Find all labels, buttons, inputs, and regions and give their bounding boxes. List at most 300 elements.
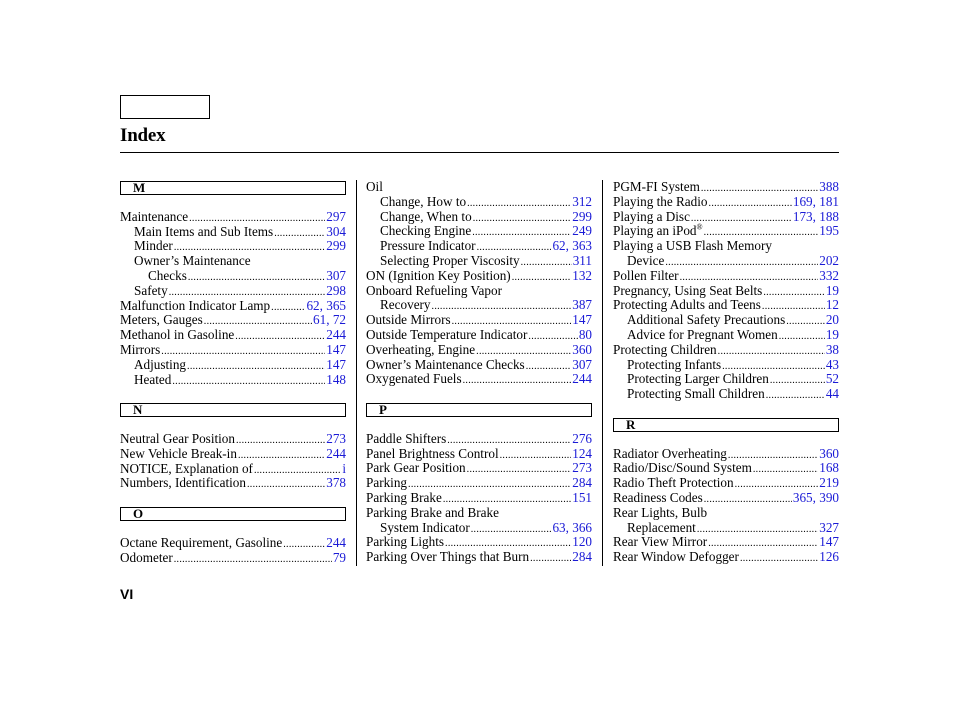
page-reference-link[interactable]: 38 [825, 341, 839, 357]
page-reference-link[interactable]: 244 [326, 327, 346, 343]
index-entry[interactable] [366, 284, 592, 299]
dot-leader [701, 180, 818, 195]
page-reference-link[interactable]: 307 [572, 356, 592, 372]
dot-leader [530, 550, 571, 565]
index-entry[interactable] [120, 343, 346, 358]
index-entry[interactable] [613, 239, 839, 254]
entry-label: Playing the Radio [613, 193, 708, 209]
index-entry[interactable] [120, 254, 346, 269]
spacer [120, 521, 346, 536]
index-entry[interactable] [366, 491, 592, 506]
page-reference-link[interactable]: 327 [819, 519, 839, 535]
entry-label: Rear View Mirror [613, 534, 708, 550]
entry-text [120, 536, 282, 551]
entry-label: Playing a USB Flash Memory [613, 238, 772, 254]
entry-text [120, 210, 188, 225]
index-entry[interactable] [120, 210, 346, 225]
page-reference-link[interactable]: 173, 188 [792, 208, 839, 224]
entry-label: Parking [366, 475, 408, 491]
index-entry[interactable] [613, 269, 839, 284]
page-reference-link[interactable]: 298 [326, 282, 346, 298]
entry-label: Pollen Filter [613, 267, 679, 283]
entry-text [366, 506, 499, 521]
index-entry[interactable] [613, 180, 839, 195]
page-reference-link[interactable]: 19 [825, 326, 839, 342]
entry-text [366, 180, 383, 195]
page-reference-link[interactable]: 80 [578, 326, 592, 342]
entry-text [613, 224, 703, 239]
entry-label: Protecting Infants [627, 356, 722, 372]
entry-label: Protecting Small Children [627, 386, 765, 402]
entry-label: Rear Window Defogger [613, 549, 739, 565]
index-entry[interactable] [366, 521, 592, 536]
entry-text [366, 476, 407, 491]
page-reference-link[interactable]: 244 [326, 445, 346, 461]
entry-text [613, 343, 717, 358]
index-entry[interactable] [613, 550, 839, 565]
entry-text [627, 358, 721, 373]
entry-text [366, 461, 466, 476]
dot-leader [172, 373, 325, 388]
page-reference-link[interactable]: 151 [572, 489, 592, 505]
entry-text [613, 535, 707, 550]
page-reference-link[interactable]: 19 [825, 282, 839, 298]
index-entry[interactable] [613, 328, 839, 343]
title-rule [120, 152, 839, 153]
index-entry[interactable] [366, 358, 592, 373]
page-reference-link[interactable]: 273 [572, 460, 592, 476]
page-reference-link[interactable]: 332 [819, 267, 839, 283]
entry-label: Radiator Overheating [613, 445, 727, 461]
entry-label: Malfunction Indicator Lamp [120, 297, 271, 313]
entry-label: Change, How to [380, 193, 467, 209]
entry-label: Oil [366, 179, 383, 194]
index-entry[interactable] [613, 224, 839, 239]
entry-text [627, 313, 785, 328]
entry-text [120, 447, 237, 462]
page-reference-link[interactable]: 360 [819, 445, 839, 461]
dot-leader [189, 210, 325, 225]
index-entry[interactable] [366, 447, 592, 462]
entry-label: Heated [134, 371, 172, 387]
entry-text [366, 432, 446, 447]
page-reference-link[interactable]: 195 [819, 223, 839, 239]
entry-label: Playing an iPod [613, 223, 697, 239]
entry-label: Protecting Adults and Teens [613, 297, 761, 313]
section-letter-header: O [120, 507, 346, 521]
entry-text [134, 225, 273, 240]
index-entry[interactable] [613, 447, 839, 462]
page-reference-link[interactable]: 284 [572, 549, 592, 565]
entry-label: Minder [134, 238, 173, 254]
page-reference-link[interactable]: 126 [819, 549, 839, 565]
entry-label: Odometer [120, 549, 173, 565]
entry-label: Panel Brightness Control [366, 445, 499, 461]
dot-leader [786, 313, 825, 328]
entry-label: Advice for Pregnant Women [627, 326, 778, 342]
dot-leader [512, 269, 572, 284]
dot-leader [709, 195, 792, 210]
entry-text [120, 476, 246, 491]
index-entry[interactable] [120, 536, 346, 551]
index-entry[interactable] [120, 462, 346, 477]
dot-leader [445, 535, 571, 550]
page-reference-link[interactable]: 249 [572, 223, 592, 239]
index-entry[interactable] [366, 254, 592, 269]
page-reference-link[interactable]: 299 [572, 208, 592, 224]
dot-leader [463, 372, 572, 387]
page-reference-link[interactable]: 378 [326, 475, 346, 491]
section-letter-header: N [120, 403, 346, 417]
page-number: VI [120, 586, 134, 602]
page-reference-link[interactable]: 219 [819, 475, 839, 491]
entry-label: Outside Mirrors [366, 312, 451, 328]
entry-label: Checking Engine [380, 223, 472, 239]
entry-label: Safety [134, 282, 168, 298]
page-reference-link[interactable]: 52 [825, 371, 839, 387]
entry-text [120, 551, 173, 566]
entry-text [613, 506, 707, 521]
index-entry[interactable] [366, 195, 592, 210]
dot-leader [188, 269, 325, 284]
entry-label: System Indicator [380, 519, 470, 535]
index-entry[interactable] [120, 225, 346, 240]
index-entry[interactable] [613, 461, 839, 476]
entry-text [627, 387, 765, 402]
page-reference-link[interactable]: 297 [326, 208, 346, 224]
dot-leader [665, 254, 818, 269]
entry-text [380, 254, 520, 269]
entry-text [380, 298, 431, 313]
entry-label: Protecting Children [613, 341, 717, 357]
entry-text [134, 284, 168, 299]
dot-leader [254, 462, 341, 477]
entry-label: Owner’s Maintenance Checks [366, 356, 525, 372]
entry-label: Checks [148, 267, 187, 283]
index-entry[interactable] [366, 550, 592, 565]
index-entry[interactable] [613, 491, 839, 506]
index-entry[interactable] [120, 284, 346, 299]
spacer [120, 387, 346, 402]
page-reference-link[interactable]: 148 [326, 371, 346, 387]
page-reference-link[interactable]: 79 [332, 549, 346, 565]
entry-label: Park Gear Position [366, 460, 466, 476]
index-column-1 [120, 180, 346, 565]
dot-leader [432, 298, 572, 313]
dot-leader [680, 269, 819, 284]
entry-text [366, 535, 444, 550]
entry-label: Methanol in Gasoline [120, 327, 235, 343]
entry-text [613, 180, 700, 195]
page-reference-link[interactable]: 273 [326, 430, 346, 446]
index-entry[interactable] [120, 358, 346, 373]
page-reference-link[interactable]: 20 [825, 312, 839, 328]
page-reference-link[interactable]: 360 [572, 341, 592, 357]
page-reference-link[interactable]: 147 [819, 534, 839, 550]
entry-label: Recovery [380, 297, 431, 313]
index-entry[interactable] [366, 239, 592, 254]
entry-text [380, 224, 471, 239]
entry-text [627, 254, 664, 269]
dot-leader [753, 461, 818, 476]
page-reference-link[interactable]: 388 [819, 179, 839, 194]
dot-leader [169, 284, 326, 299]
entry-label: Readiness Codes [613, 489, 703, 505]
index-entry[interactable] [613, 521, 839, 536]
entry-label: Neutral Gear Position [120, 430, 235, 446]
page-reference-link[interactable]: 44 [825, 386, 839, 402]
entry-text [134, 254, 251, 269]
index-entry[interactable] [366, 180, 592, 195]
index-entry[interactable] [120, 299, 346, 314]
index-entry[interactable] [613, 535, 839, 550]
dot-leader [187, 358, 325, 373]
dot-leader [691, 210, 792, 225]
index-column-2 [366, 180, 592, 565]
dot-leader [471, 521, 552, 536]
entry-text [366, 447, 499, 462]
entry-label: Playing a Disc [613, 208, 690, 224]
section-letter-header: M [120, 181, 346, 195]
column-divider [356, 180, 357, 566]
entry-label: Radio Theft Protection [613, 475, 734, 491]
entry-text [613, 476, 734, 491]
page-reference-link[interactable]: 284 [572, 475, 592, 491]
dot-leader [271, 299, 305, 314]
dot-leader [467, 461, 572, 476]
entry-text [613, 461, 752, 476]
entry-label: Mirrors [120, 341, 161, 357]
index-entry[interactable] [120, 313, 346, 328]
entry-text [366, 269, 511, 284]
dot-leader [161, 343, 325, 358]
index-entry[interactable] [613, 358, 839, 373]
entry-text [120, 328, 234, 343]
index-entry[interactable] [613, 254, 839, 269]
index-entry[interactable] [120, 373, 346, 388]
entry-label: Meters, Gauges [120, 312, 203, 328]
index-entry[interactable] [366, 432, 592, 447]
entry-text [366, 358, 525, 373]
page-reference-link[interactable]: 387 [572, 297, 592, 313]
entry-label: Device [627, 252, 665, 268]
entry-label: Pressure Indicator [380, 238, 476, 254]
entry-label: Radio/Disc/Sound System [613, 460, 752, 476]
dot-leader [704, 491, 792, 506]
dot-leader [740, 550, 818, 565]
entry-text [627, 328, 778, 343]
dot-leader [528, 328, 577, 343]
dot-leader [204, 313, 312, 328]
dot-leader [247, 476, 325, 491]
page-reference-link[interactable]: 202 [819, 252, 839, 268]
index-entry[interactable] [613, 476, 839, 491]
dot-leader [704, 224, 819, 239]
dot-leader [473, 210, 572, 225]
entry-label: Owner’s Maintenance [134, 253, 251, 269]
entry-text [366, 313, 451, 328]
dot-leader [521, 254, 572, 269]
dot-leader [274, 225, 325, 240]
entry-label: Octane Requirement, Gasoline [120, 534, 283, 550]
page-reference-link[interactable]: 62, 363 [552, 238, 592, 254]
page-title: Index [120, 125, 166, 146]
dot-leader [697, 521, 818, 536]
column-divider [602, 180, 603, 566]
entry-label: Selecting Proper Viscosity [380, 252, 520, 268]
page-reference-link[interactable]: 365, 390 [792, 489, 839, 505]
dot-leader [452, 313, 572, 328]
entry-label: Outside Temperature Indicator [366, 326, 528, 342]
index-entry[interactable] [613, 506, 839, 521]
dot-leader [779, 328, 825, 343]
page-reference-link[interactable]: 169, 181 [792, 193, 839, 209]
index-entry[interactable] [120, 476, 346, 491]
entry-label: Replacement [627, 519, 696, 535]
entry-text [366, 284, 502, 299]
entry-label: Parking Brake and Brake [366, 504, 499, 520]
index-entry[interactable] [366, 224, 592, 239]
entry-label: Protecting Larger Children [627, 371, 769, 387]
dot-leader [718, 343, 825, 358]
entry-text [613, 195, 708, 210]
dot-leader [476, 343, 571, 358]
spacer [120, 417, 346, 432]
entry-label: Rear Lights, Bulb [613, 504, 708, 520]
dot-leader [728, 447, 818, 462]
entry-text [366, 491, 442, 506]
entry-label: Parking Brake [366, 489, 442, 505]
entry-text [120, 343, 160, 358]
page-reference-link[interactable]: 299 [326, 238, 346, 254]
page-reference-link[interactable]: 147 [326, 356, 346, 372]
entry-label: Onboard Refueling Vapor [366, 282, 502, 298]
entry-label: Change, When to [380, 208, 472, 224]
entry-text [120, 432, 235, 447]
entry-text [148, 269, 187, 284]
dot-leader [766, 387, 825, 402]
index-entry[interactable] [366, 210, 592, 225]
entry-text [613, 298, 761, 313]
dot-leader [472, 224, 571, 239]
dot-leader [762, 298, 825, 313]
dot-leader [722, 358, 825, 373]
page-reference-link[interactable]: 12 [825, 297, 839, 313]
dot-leader [235, 328, 325, 343]
dot-leader [236, 432, 325, 447]
page-reference-link[interactable]: 132 [572, 267, 592, 283]
spacer [366, 387, 592, 402]
page-reference-link[interactable]: 63, 366 [552, 519, 592, 535]
dot-leader [500, 447, 572, 462]
entry-text [366, 328, 527, 343]
index-entry[interactable] [366, 298, 592, 313]
spacer [120, 195, 346, 210]
index-entry[interactable] [366, 535, 592, 550]
index-entry[interactable] [366, 506, 592, 521]
index-entry[interactable] [613, 343, 839, 358]
page-reference-link[interactable]: 124 [572, 445, 592, 461]
page-reference-link[interactable]: 62, 365 [306, 297, 346, 313]
index-entry[interactable] [613, 298, 839, 313]
page-reference-link[interactable]: 120 [572, 534, 592, 550]
page-reference-link[interactable]: 244 [572, 371, 592, 387]
page-reference-link[interactable]: 43 [825, 356, 839, 372]
index-entry[interactable] [613, 284, 839, 299]
page-reference-link[interactable]: 61, 72 [313, 312, 346, 328]
entry-text [613, 284, 762, 299]
entry-text [380, 239, 476, 254]
entry-label: PGM-FI System [613, 179, 700, 194]
entry-label: Adjusting [134, 356, 187, 372]
dot-leader [770, 372, 825, 387]
index-entry[interactable] [366, 476, 592, 491]
index-entry[interactable] [120, 432, 346, 447]
index-entry[interactable] [120, 551, 346, 566]
page-reference-link[interactable]: 311 [572, 252, 592, 268]
dot-leader [467, 195, 571, 210]
spacer [613, 402, 839, 417]
page-reference-link[interactable]: 312 [572, 193, 592, 209]
entry-text [134, 373, 171, 388]
entry-text [613, 269, 679, 284]
index-entry[interactable] [120, 239, 346, 254]
dot-leader [443, 491, 571, 506]
spacer [366, 417, 592, 432]
page-reference-link[interactable]: 276 [572, 430, 592, 446]
index-entry[interactable] [120, 328, 346, 343]
entry-label: NOTICE, Explanation of [120, 460, 253, 476]
page-reference-link[interactable]: 168 [819, 460, 839, 476]
entry-text [134, 239, 173, 254]
entry-text [627, 372, 769, 387]
index-entry[interactable] [366, 313, 592, 328]
page-reference-link[interactable]: 304 [326, 223, 346, 239]
index-entry[interactable] [366, 372, 592, 387]
index-entry[interactable] [613, 372, 839, 387]
page-reference-link[interactable]: 147 [326, 341, 346, 357]
index-column-3 [613, 180, 839, 565]
entry-label: Oxygenated Fuels [366, 371, 462, 387]
page-reference-link[interactable]: 307 [326, 267, 346, 283]
entry-text [120, 462, 253, 477]
page-reference-link[interactable]: 244 [326, 534, 346, 550]
entry-label: Main Items and Sub Items [134, 223, 274, 239]
entry-text [380, 521, 470, 536]
index-entry[interactable] [366, 269, 592, 284]
entry-text [380, 195, 466, 210]
page-reference-link[interactable]: i [342, 460, 346, 476]
index-entry[interactable] [120, 447, 346, 462]
entry-label: Additional Safety Precautions [627, 312, 786, 328]
dot-leader [526, 358, 572, 373]
index-entry[interactable] [613, 313, 839, 328]
entry-label: Parking Lights [366, 534, 445, 550]
entry-label: Paddle Shifters [366, 430, 447, 446]
dot-leader [447, 432, 571, 447]
entry-text [613, 550, 739, 565]
index-entry[interactable] [366, 343, 592, 358]
index-entry[interactable] [613, 387, 839, 402]
entry-text [134, 358, 186, 373]
tab-box [120, 95, 210, 119]
index-entry[interactable] [366, 328, 592, 343]
index-entry[interactable] [366, 461, 592, 476]
page-reference-link[interactable]: 147 [572, 312, 592, 328]
entry-text [120, 313, 203, 328]
index-entry[interactable] [613, 195, 839, 210]
index-entry[interactable] [120, 269, 346, 284]
